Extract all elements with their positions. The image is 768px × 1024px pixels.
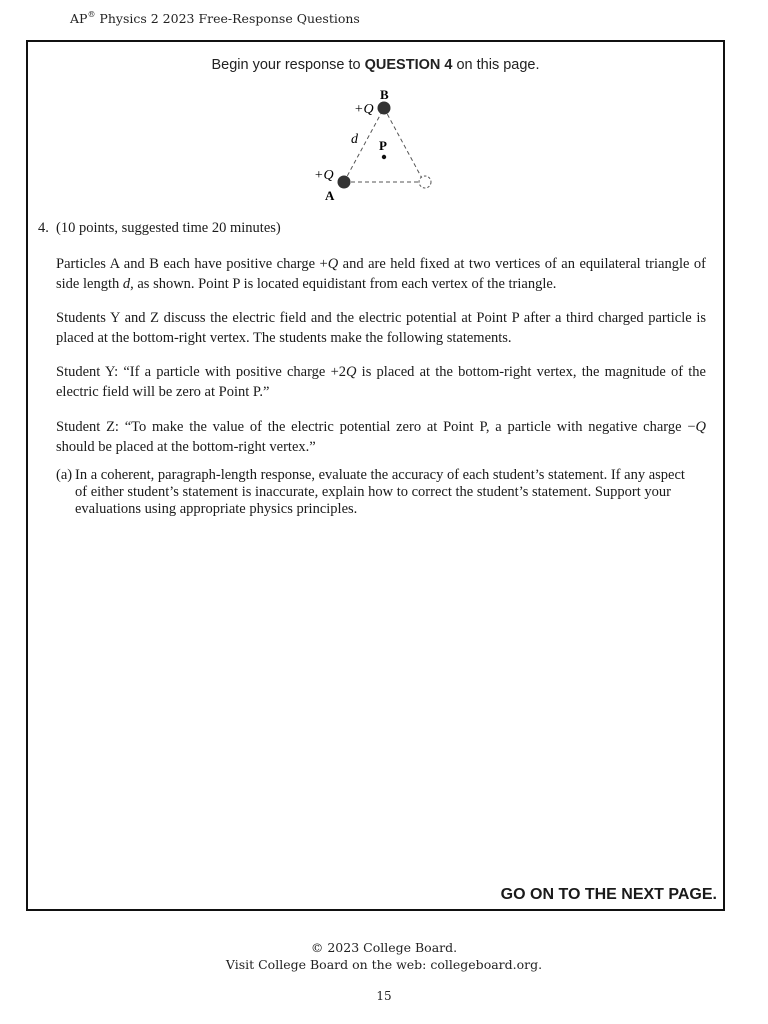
page-number: 15 — [376, 989, 392, 1003]
side-b-right — [384, 108, 424, 182]
begin-text-pre: Begin your response to — [211, 57, 365, 73]
header-registered-mark: ® — [87, 10, 96, 19]
footer-copyright: © 2023 College Board. — [310, 940, 458, 955]
begin-response-line — [28, 57, 723, 73]
label-p: P — [379, 138, 387, 153]
label-charge-b: +Q — [354, 102, 374, 117]
part-a-label: (a) — [56, 467, 73, 483]
paragraph-student-y: Student Y: “If a particle with positive charge +2Q is placed at the bottom-right vertex, the magnitude of the electric field will be zero at Point P.” — [56, 364, 706, 400]
label-charge-a: +Q — [314, 168, 334, 183]
particle-a — [338, 176, 351, 189]
question-points: (10 points, suggested time 20 minutes) — [56, 220, 281, 236]
header-ap: AP — [70, 11, 88, 27]
running-header — [70, 11, 360, 26]
label-b: B — [380, 87, 389, 102]
empty-vertex-marker — [419, 176, 431, 188]
begin-question-number: QUESTION 4 — [364, 57, 453, 73]
part-a-text: In a coherent, paragraph-length response, evaluate the accuracy of each student’s statement. If any aspect of either student’s statement is inaccurate, explain how to correct the student’s statement. Support your evaluations using appropriate physics principles. — [75, 467, 685, 517]
triangle-diagram — [308, 86, 458, 206]
question-heading — [38, 220, 281, 237]
header-title: Physics 2 2023 Free-Response Questions — [95, 11, 360, 27]
label-a: A — [325, 188, 335, 203]
paragraph-students: Students Y and Z discuss the electric field and the electric potential at Point P after a third charged particle is placed at the bottom-right vertex. The students make the following statements. — [56, 310, 706, 346]
footer-visit-link: Visit College Board on the web: collegeboard.org. — [225, 957, 543, 972]
point-p-dot — [382, 155, 386, 159]
part-a — [56, 467, 688, 518]
go-on-next-page: GO ON TO THE NEXT PAGE. — [500, 886, 717, 903]
label-d: d — [351, 132, 358, 147]
response-box — [26, 40, 725, 911]
paragraph-student-z: Student Z: “To make the value of the electric potential zero at Point P, a particle with negative charge −Q should be placed at the bottom-right vertex.” — [56, 419, 706, 455]
side-ab — [344, 108, 384, 182]
paragraph-particles: Particles A and B each have positive charge +Q and are held fixed at two vertices of an equilateral triangle of side length d, as shown. Point P is located equidistant from each vertex of the triangle. — [56, 256, 706, 292]
question-number: 4. — [38, 220, 49, 236]
begin-text-post: on this page. — [452, 57, 540, 73]
particle-b — [378, 102, 391, 115]
